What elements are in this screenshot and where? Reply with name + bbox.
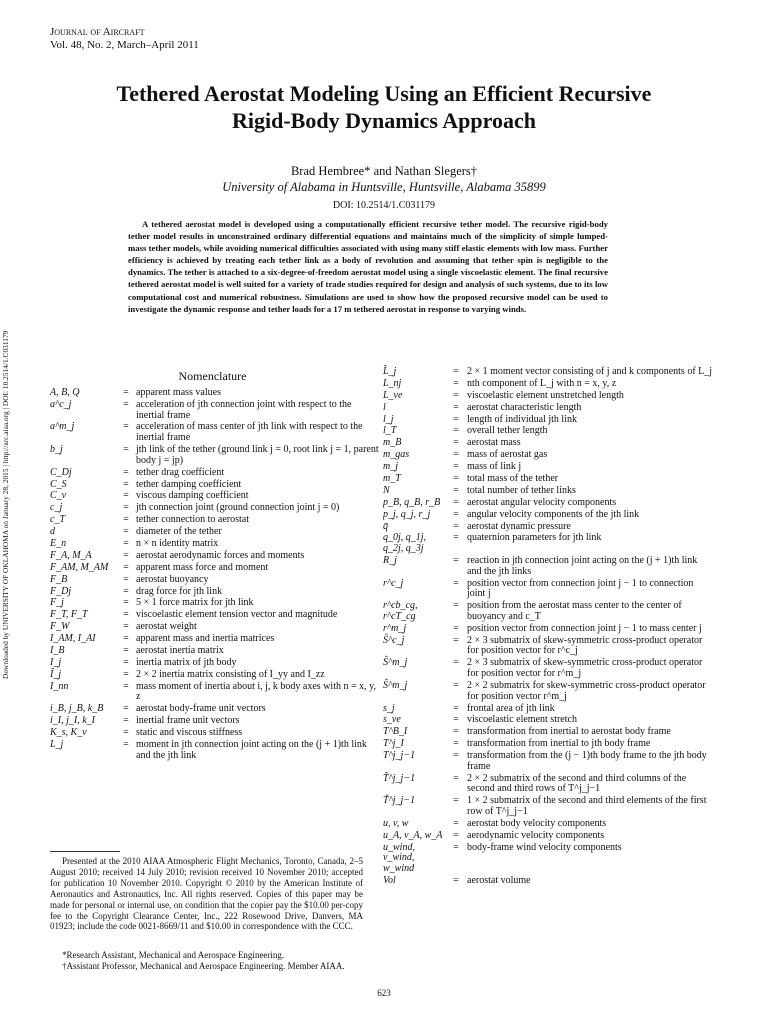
- nomenclature-symbol: r^cb_cg, r^cT_cg: [383, 600, 418, 622]
- nomenclature-symbol: p_B, q_B, r_B: [383, 496, 441, 508]
- equals-sign: =: [453, 577, 459, 589]
- nomenclature-entry: [383, 426, 713, 437]
- nomenclature-definition: aerostat body velocity components: [467, 817, 607, 829]
- nomenclature-entry: [50, 480, 380, 491]
- nomenclature-symbol: T^B_I: [383, 726, 408, 738]
- nomenclature-entry: [50, 598, 380, 609]
- nomenclature-definition: length of individual jth link: [467, 413, 577, 425]
- nomenclature-entry: [383, 774, 713, 795]
- equals-sign: =: [453, 679, 459, 691]
- nomenclature-entry: [383, 579, 713, 600]
- nomenclature-symbol: Vol: [383, 874, 396, 886]
- nomenclature-symbol: d: [50, 526, 55, 538]
- equals-sign: =: [453, 389, 459, 401]
- equals-sign: =: [453, 473, 459, 485]
- nomenclature-definition: tether drag coefficient: [136, 466, 225, 478]
- equals-sign: =: [123, 645, 129, 657]
- nomenclature-definition: 2 × 3 submatrix of skew-symmetric cross-product operator for position vector for r^m_j: [467, 657, 703, 680]
- equals-sign: =: [453, 738, 459, 750]
- nomenclature-entry: [50, 587, 380, 598]
- nomenclature-entry: [383, 796, 713, 817]
- equals-sign: =: [453, 366, 459, 377]
- equals-sign: =: [453, 726, 459, 738]
- nomenclature-symbol: Ŝ^c_j: [383, 634, 405, 646]
- nomenclature-symbol: u_A, v_A, w_A: [383, 829, 443, 841]
- nomenclature-definition: body-frame wind velocity components: [467, 841, 622, 853]
- nomenclature-symbol: p_j, q_j, r_j: [383, 508, 431, 520]
- nomenclature-entry: [383, 391, 713, 402]
- nomenclature-symbol: q̄: [383, 520, 388, 532]
- nomenclature-symbol: l_T: [383, 425, 397, 437]
- nomenclature-definition: 2 × 1 moment vector consisting of j and k components of L_j: [467, 366, 713, 377]
- equals-sign: =: [453, 622, 459, 634]
- affiliation: University of Alabama in Huntsville, Huntsville, Alabama 35899: [222, 180, 546, 194]
- equals-sign: =: [453, 714, 459, 726]
- nomenclature-symbol: T̂^j_j−1: [383, 772, 416, 784]
- nomenclature-definition: aerostat body-frame unit vectors: [136, 703, 266, 715]
- nomenclature-definition: angular velocity components of the jth link: [467, 508, 640, 520]
- nomenclature-symbol: T̃^j_j−1: [383, 795, 416, 807]
- nomenclature-definition: total mass of the tether: [467, 473, 559, 485]
- nomenclature-symbol: C_S: [50, 478, 67, 490]
- nomenclature-definition: aerostat aerodynamic forces and moments: [136, 549, 305, 561]
- nomenclature-definition: jth link of the tether (ground link j = 0, root link j = 1, parent body j = jp): [136, 444, 379, 466]
- nomenclature-definition: mass moment of inertia about i, j, k body axes with n = x, y, z: [136, 680, 376, 703]
- equals-sign: =: [123, 573, 129, 585]
- nomenclature-entry: [383, 819, 713, 830]
- nomenclature-definition: acceleration of mass center of jth link with respect to the inertial frame: [136, 421, 363, 444]
- nomenclature-symbol: C_Dj: [50, 466, 72, 478]
- equals-sign: =: [123, 621, 129, 633]
- equals-sign: =: [453, 449, 459, 461]
- doi: DOI: 10.2514/1.C031179: [332, 200, 436, 211]
- nomenclature-entry: [383, 739, 713, 750]
- nomenclature-definition: viscoelastic element tension vector and magnitude: [136, 609, 338, 621]
- equals-sign: =: [123, 561, 129, 573]
- nomenclature-definition: transformation from inertial to aerostat body frame: [467, 726, 671, 738]
- nomenclature-entry: [50, 658, 380, 669]
- nomenclature-definition: quaternion parameters for jth link: [467, 532, 602, 544]
- nomenclature-entry: [383, 876, 713, 887]
- nomenclature-definition: static and viscous stiffness: [136, 727, 243, 739]
- nomenclature-symbol: A, B, Q: [50, 387, 80, 398]
- nomenclature-entry: [383, 450, 713, 461]
- nomenclature-entry: [383, 843, 713, 875]
- equals-sign: =: [123, 585, 129, 597]
- nomenclature-symbol: C_v: [50, 490, 67, 502]
- nomenclature-definition: viscoelastic element unstretched length: [467, 389, 624, 401]
- nomenclature-definition: acceleration of jth connection joint with respect to the inertial frame: [136, 398, 352, 421]
- equals-sign: =: [453, 425, 459, 437]
- equals-sign: =: [123, 668, 129, 680]
- nomenclature-symbol: F_Dj: [50, 585, 72, 597]
- nomenclature-symbol: F_B: [50, 573, 68, 585]
- equals-sign: =: [453, 461, 459, 473]
- nomenclature-definition: 2 × 3 submatrix of skew-symmetric cross-product operator for position vector for r^c_j: [467, 634, 703, 657]
- nomenclature-entry: [383, 486, 713, 497]
- nomenclature-definition: total number of tether links: [467, 484, 576, 496]
- page-number: 623: [377, 988, 391, 998]
- nomenclature-symbol: E_n: [50, 538, 67, 550]
- nomenclature-symbol: i_B, j_B, k_B: [50, 703, 104, 715]
- nomenclature-entry: [50, 539, 380, 550]
- equals-sign: =: [123, 597, 129, 609]
- nomenclature-symbol: r^c_j: [383, 577, 404, 589]
- equals-sign: =: [123, 526, 129, 538]
- nomenclature-entry: [383, 751, 713, 772]
- equals-sign: =: [453, 841, 459, 853]
- equals-sign: =: [453, 377, 459, 389]
- download-side-note: Downloaded by UNIVERSITY OF OKLAHOMA on January 28, 2015 | http://arc.aiaa.org | DOI: 10.2514/1.C031179: [1, 330, 10, 679]
- nomenclature-definition: 1 × 2 submatrix of the second and third elements of the first row of T^j_j−1: [467, 795, 707, 817]
- nomenclature-definition: tether damping coefficient: [136, 478, 242, 490]
- equals-sign: =: [123, 538, 129, 550]
- equals-sign: =: [453, 829, 459, 841]
- nomenclature-definition: apparent mass and inertia matrices: [136, 633, 275, 645]
- nomenclature-definition: viscous damping coefficient: [136, 490, 249, 502]
- nomenclature-definition: apparent mass values: [136, 387, 221, 398]
- nomenclature-definition: aerostat weight: [136, 621, 197, 633]
- nomenclature-entry: [383, 681, 713, 702]
- equals-sign: =: [123, 466, 129, 478]
- nomenclature-entry: [50, 445, 380, 466]
- nomenclature-entry: [383, 510, 713, 521]
- nomenclature-entry: [50, 575, 380, 586]
- nomenclature-symbol: i_I, j_I, k_I: [50, 715, 95, 727]
- nomenclature-symbol: F_T, F_T: [50, 609, 88, 621]
- nomenclature-symbol: m_T: [383, 473, 401, 485]
- nomenclature-symbol: m_gas: [383, 449, 410, 461]
- equals-sign: =: [123, 387, 129, 398]
- equals-sign: =: [123, 656, 129, 668]
- nomenclature-symbol: q_0j, q_1j, q_2j, q_3j: [383, 532, 427, 555]
- nomenclature-definition: aerostat buoyancy: [136, 573, 209, 585]
- equals-sign: =: [453, 532, 459, 544]
- nomenclature-entry: [383, 715, 713, 726]
- nomenclature-entry: [383, 403, 713, 414]
- nomenclature-entry: [50, 563, 380, 574]
- equals-sign: =: [123, 703, 129, 715]
- nomenclature-entry: [50, 503, 380, 514]
- equals-sign: =: [453, 657, 459, 669]
- equals-sign: =: [453, 874, 459, 886]
- equals-sign: =: [123, 680, 129, 692]
- title-line-2: Rigid-Body Dynamics Approach: [232, 108, 536, 133]
- nomenclature-entry: [50, 491, 380, 502]
- nomenclature-entry: [50, 527, 380, 538]
- nomenclature-entry: [50, 646, 380, 657]
- paper-title: [40, 80, 728, 134]
- equals-sign: =: [123, 421, 129, 433]
- equals-sign: =: [453, 634, 459, 646]
- equals-sign: =: [123, 398, 129, 410]
- nomenclature-entry: [50, 634, 380, 645]
- nomenclature-entry: [50, 610, 380, 621]
- nomenclature-entry: [50, 622, 380, 633]
- nomenclature-definition: inertia matrix of jth body: [136, 656, 237, 668]
- journal-header: [50, 26, 199, 52]
- nomenclature-definition: 2 × 2 submatrix of the second and third columns of the second and third rows of T^j_j−1: [467, 772, 687, 795]
- nomenclature-definition: nth component of L_j with n = x, y, z: [467, 377, 617, 389]
- footnote-author-1: *Research Assistant, Mechanical and Aerospace Engineering.: [62, 950, 285, 960]
- nomenclature-symbol: m_j: [383, 461, 398, 473]
- nomenclature-symbol: F_W: [50, 621, 70, 633]
- equals-sign: =: [453, 496, 459, 508]
- nomenclature-definition: drag force for jth link: [136, 585, 223, 597]
- nomenclature-symbol: l_j: [383, 413, 394, 425]
- nomenclature-entry: [50, 728, 380, 739]
- equals-sign: =: [453, 401, 459, 413]
- equals-sign: =: [453, 750, 459, 762]
- nomenclature-definition: transformation from the (j − 1)th body frame to the jth body frame: [467, 750, 707, 772]
- nomenclature-symbol: u_wind, v_wind, w_wind: [383, 841, 415, 875]
- nomenclature-symbol: Ŝ^m_j: [383, 657, 408, 669]
- equals-sign: =: [453, 484, 459, 496]
- nomenclature-entry: [50, 704, 380, 715]
- nomenclature-entry: [50, 388, 380, 399]
- nomenclature-symbol: T^j_j−1: [383, 750, 416, 762]
- nomenclature-definition: aerostat dynamic pressure: [467, 520, 571, 532]
- nomenclature-symbol: a^c_j: [50, 398, 72, 410]
- nomenclature-entry: [383, 556, 713, 577]
- nomenclature-symbol: I_AM, I_AI: [50, 633, 96, 645]
- nomenclature-definition: reaction in jth connection joint acting on the (j + 1)th link and the jth links: [467, 555, 698, 577]
- nomenclature-definition: position vector from connection joint j − 1 to mass center j: [467, 622, 702, 634]
- nomenclature-symbol: L̂_j: [383, 366, 397, 377]
- equals-sign: =: [453, 772, 459, 784]
- equals-sign: =: [123, 609, 129, 621]
- equals-sign: =: [123, 444, 129, 456]
- nomenclature-symbol: a^m_j: [50, 421, 75, 433]
- nomenclature-entry: [383, 636, 713, 657]
- equals-sign: =: [453, 520, 459, 532]
- nomenclature-symbol: F_j: [50, 597, 64, 609]
- nomenclature-entry: [50, 670, 380, 681]
- nomenclature-definition: aerostat angular velocity components: [467, 496, 617, 508]
- nomenclature-definition: tether connection to aerostat: [136, 514, 250, 526]
- nomenclature-entry: [50, 468, 380, 479]
- nomenclature-symbol: K_s, K_v: [50, 727, 87, 739]
- nomenclature-symbol: R_j: [383, 555, 397, 567]
- authors: Brad Hembree* and Nathan Slegers†: [290, 164, 478, 178]
- nomenclature-entry: [50, 682, 380, 703]
- nomenclature-definition: 2 × 2 submatrix for skew-symmetric cross-product operator for position vector r^m_j: [467, 679, 706, 702]
- journal-volume: Vol. 48, No. 2, March–April 2011: [50, 39, 199, 51]
- nomenclature-definition: mass of link j: [467, 461, 522, 473]
- nomenclature-symbol: F_AM, M_AM: [50, 561, 109, 573]
- nomenclature-definition: moment in jth connection joint acting on the (j + 1)th link and the jth link: [136, 738, 367, 761]
- nomenclature-entry: [383, 498, 713, 509]
- nomenclature-symbol: Ŝ^m_j: [383, 679, 408, 691]
- equals-sign: =: [453, 555, 459, 567]
- nomenclature-definition: position vector from connection joint j − 1 to connection joint j: [467, 577, 694, 600]
- nomenclature-entry: [50, 422, 380, 443]
- equals-sign: =: [453, 508, 459, 520]
- nomenclature-entry: [383, 624, 713, 635]
- equals-sign: =: [123, 727, 129, 739]
- footnote-rule: [50, 851, 120, 852]
- nomenclature-symbol: l: [383, 401, 386, 413]
- nomenclature-left-column: [50, 388, 380, 763]
- equals-sign: =: [123, 502, 129, 514]
- nomenclature-entry: [383, 438, 713, 449]
- equals-sign: =: [123, 549, 129, 561]
- nomenclature-entry: [50, 740, 380, 761]
- nomenclature-entry: [383, 727, 713, 738]
- nomenclature-symbol: Î_j: [50, 668, 62, 680]
- equals-sign: =: [123, 738, 129, 750]
- footnote-author-2: †Assistant Professor, Mechanical and Aerospace Engineering. Member AIAA.: [62, 961, 345, 971]
- nomenclature-definition: overall tether length: [467, 425, 548, 437]
- equals-sign: =: [123, 478, 129, 490]
- nomenclature-definition: aerostat characteristic length: [467, 401, 582, 413]
- nomenclature-symbol: c_T: [50, 514, 65, 526]
- nomenclature-definition: transformation from inertial to jth body frame: [467, 738, 651, 750]
- nomenclature-entry: [50, 515, 380, 526]
- nomenclature-definition: n × n identity matrix: [136, 538, 219, 550]
- nomenclature-definition: inertial frame unit vectors: [136, 715, 240, 727]
- equals-sign: =: [453, 600, 459, 612]
- nomenclature-definition: apparent mass force and moment: [136, 561, 269, 573]
- nomenclature-entry: [383, 658, 713, 679]
- nomenclature-symbol: c_j: [50, 502, 63, 514]
- nomenclature-definition: aerostat volume: [467, 874, 531, 886]
- footnote-received: Presented at the 2010 AIAA Atmospheric Flight Mechanics, Toronto, Canada, 2–5 August 2010; received 14 July 2010; revision received 10 November 2010; accepted for publication 10 November 2010. Copyright © 2010 by the American Institute of Aeronautics and Astronautics, Inc. All rights reserved. Copies of this paper may be made for personal or internal use, on condition that the copier pay the $10.00 per-copy fee to the Copyright Clearance Center, Inc., 222 Rosewood Drive, Danvers, MA 01923; include the code 0021-8669/11 and $10.00 in correspondence with the CCC.: [50, 856, 363, 932]
- equals-sign: =: [453, 795, 459, 807]
- equals-sign: =: [453, 817, 459, 829]
- nomenclature-symbol: N: [383, 484, 390, 496]
- nomenclature-symbol: L_ve: [383, 389, 403, 401]
- nomenclature-symbol: T^j_I: [383, 738, 404, 750]
- nomenclature-definition: aerostat inertia matrix: [136, 645, 224, 657]
- nomenclature-entry: [383, 522, 713, 533]
- nomenclature-entry: [383, 601, 713, 622]
- title-line-1: Tethered Aerostat Modeling Using an Efficient Recursive: [116, 81, 652, 106]
- nomenclature-entry: [383, 415, 713, 426]
- nomenclature-entry: [383, 462, 713, 473]
- nomenclature-symbol: F_A, M_A: [50, 549, 92, 561]
- nomenclature-definition: diameter of the tether: [136, 526, 222, 538]
- nomenclature-heading: Nomenclature: [178, 369, 247, 383]
- nomenclature-symbol: s_ve: [383, 714, 401, 726]
- nomenclature-symbol: s_j: [383, 702, 395, 714]
- nomenclature-entry: [383, 379, 713, 390]
- nomenclature-entry: [383, 831, 713, 842]
- nomenclature-symbol: I_nn: [50, 680, 69, 692]
- nomenclature-definition: viscoelastic element stretch: [467, 714, 577, 726]
- nomenclature-symbol: I_j: [50, 656, 62, 668]
- equals-sign: =: [453, 702, 459, 714]
- nomenclature-definition: frontal area of jth link: [467, 702, 555, 714]
- abstract: A tethered aerostat model is developed using a computationally efficient recursive tether model. The recursive rigid-body tether model results in unconstrained ordinary differential equations and maintains much of the simplicity of simple lumped-mass tether models, while avoiding numerical difficulties associated with using many stiff elastic elements with low mass. Further efficiency is achieved by treating each tether link as a body of revolution and assuming that tether spin is negligible to the dynamics. The tether is attached to a six-degree-of-freedom aerostat model using a single viscoelastic element. The final recursive tethered aerostat model is well suited for a variety of trade studies required for design and analysis of such systems, due to its low computational cost and numerical robustness. Simulations are used to show how the proposed recursive model can be used to investigate the dynamic response and tether loads for a 17 m tethered aerostat in response to varying winds.: [128, 219, 608, 314]
- nomenclature-definition: 5 × 1 force matrix for jth link: [136, 597, 254, 609]
- nomenclature-definition: aerodynamic velocity components: [467, 829, 605, 841]
- nomenclature-symbol: r^m_j: [383, 622, 407, 634]
- equals-sign: =: [123, 490, 129, 502]
- equals-sign: =: [123, 633, 129, 645]
- nomenclature-entry: [383, 367, 713, 378]
- nomenclature-definition: 2 × 2 inertia matrix consisting of I_yy and I_zz: [136, 668, 325, 680]
- nomenclature-symbol: L_nj: [383, 377, 402, 389]
- nomenclature-symbol: u, v, w: [383, 817, 409, 829]
- nomenclature-entry: [50, 400, 380, 421]
- nomenclature-entry: [50, 716, 380, 727]
- nomenclature-entry: [383, 474, 713, 485]
- nomenclature-entry: [50, 551, 380, 562]
- journal-name: Journal of Aircraft: [50, 26, 145, 38]
- nomenclature-entry: [383, 704, 713, 715]
- nomenclature-entry: [383, 533, 713, 554]
- equals-sign: =: [123, 715, 129, 727]
- nomenclature-symbol: L_j: [50, 738, 64, 750]
- nomenclature-definition: jth connection joint (ground connection joint j = 0): [136, 502, 340, 514]
- equals-sign: =: [453, 413, 459, 425]
- equals-sign: =: [453, 437, 459, 449]
- nomenclature-right-column: [383, 367, 713, 888]
- nomenclature-symbol: m_B: [383, 437, 402, 449]
- nomenclature-symbol: I_B: [50, 645, 65, 657]
- nomenclature-definition: position from the aerostat mass center to the center of buoyancy and c_T: [467, 600, 682, 622]
- nomenclature-definition: mass of aerostat gas: [467, 449, 548, 461]
- equals-sign: =: [123, 514, 129, 526]
- nomenclature-symbol: b_j: [50, 444, 63, 456]
- nomenclature-definition: aerostat mass: [467, 437, 521, 449]
